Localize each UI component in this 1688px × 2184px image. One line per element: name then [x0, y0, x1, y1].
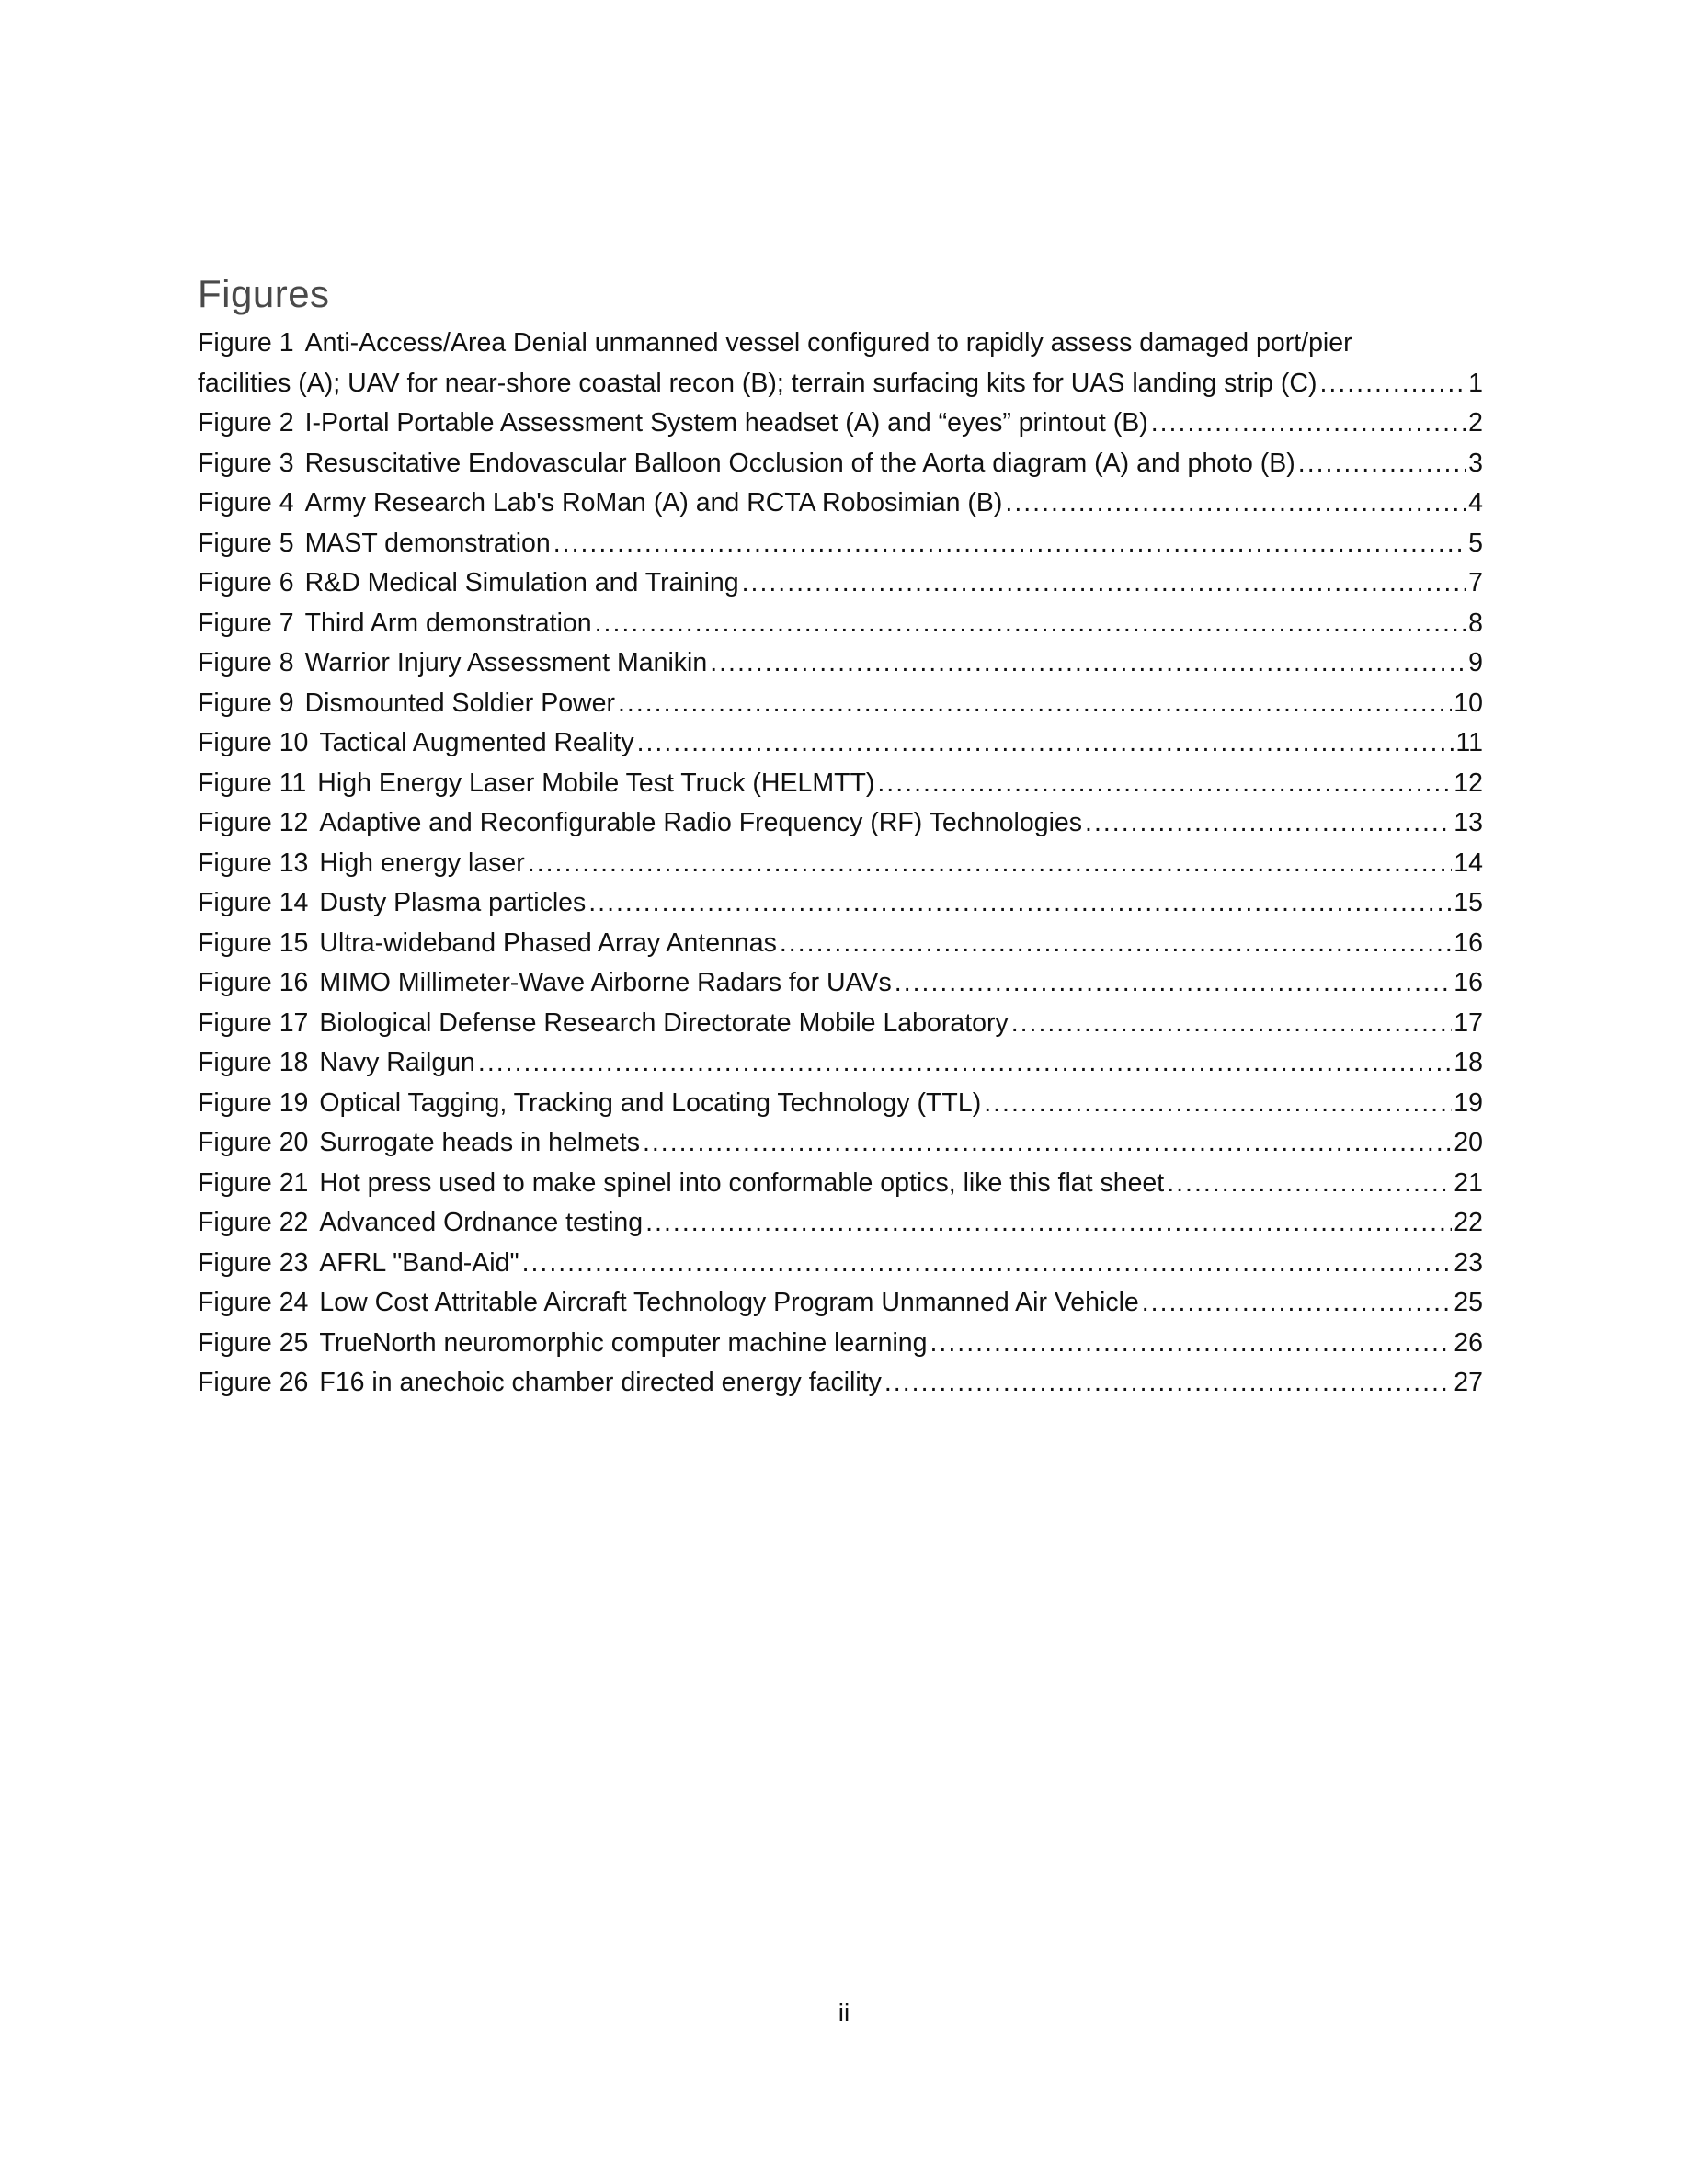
page-reference: 21	[1454, 1167, 1483, 1198]
figure-title: F16 in anechoic chamber directed energy facility	[319, 1368, 882, 1397]
figure-number: Figure 13	[198, 847, 309, 878]
toc-entry[interactable]	[198, 643, 1483, 684]
dot-leader	[930, 1324, 1453, 1364]
figure-number: Figure 18	[198, 1048, 309, 1077]
figure-number: Figure 16	[198, 968, 309, 997]
figure-number: Figure 9	[198, 688, 294, 718]
figure-title: Low Cost Attritable Aircraft Technology Program Unmanned Air Vehicle	[319, 1288, 1139, 1317]
figure-number: Figure 15	[198, 927, 309, 958]
figure-number: Figure 4	[198, 488, 294, 518]
page-reference: 26	[1454, 1327, 1483, 1358]
toc-entry[interactable]	[198, 764, 1483, 804]
toc-entry[interactable]	[198, 444, 1483, 484]
dot-leader	[1319, 364, 1466, 404]
toc-entry[interactable]	[198, 1324, 1483, 1364]
toc-entry[interactable]	[198, 803, 1483, 844]
figure-title: Army Research Lab's RoMan (A) and RCTA Robosimian (B)	[304, 488, 1003, 518]
toc-entry[interactable]	[198, 1363, 1483, 1404]
page-reference: 18	[1454, 1048, 1483, 1077]
page-reference: 23	[1454, 1247, 1483, 1278]
figure-title: facilities (A); UAV for near-shore coastal recon (B); terrain surfacing kits for UAS landing strip (C)	[198, 368, 1317, 398]
page-reference: 5	[1468, 528, 1483, 558]
toc-entry[interactable]	[198, 404, 1483, 444]
figure-title: AFRL "Band-Aid"	[319, 1247, 519, 1278]
page-reference: 22	[1454, 1208, 1483, 1237]
figure-title: Warrior Injury Assessment Manikin	[304, 648, 708, 677]
page-reference: 8	[1468, 608, 1483, 638]
dot-leader	[1151, 404, 1466, 444]
page-reference: 16	[1454, 968, 1483, 997]
page-reference: 9	[1468, 648, 1483, 677]
page-reference: 15	[1454, 888, 1483, 917]
dot-leader	[553, 524, 1466, 564]
figure-title: Tactical Augmented Reality	[319, 728, 634, 757]
dot-leader	[528, 844, 1453, 884]
figure-number: Figure 2	[198, 408, 294, 438]
figure-number: Figure 1	[198, 328, 294, 358]
toc-entry[interactable]	[198, 1004, 1483, 1044]
toc-entry[interactable]	[198, 1283, 1483, 1324]
dot-leader	[478, 1043, 1452, 1084]
figure-title: MAST demonstration	[304, 528, 551, 558]
dot-leader	[895, 963, 1453, 1004]
figure-title: Hot press used to make spinel into conformable optics, like this flat sheet	[319, 1167, 1165, 1198]
figure-number: Figure 24	[198, 1288, 309, 1317]
figure-title: MIMO Millimeter-Wave Airborne Radars for UAVs	[319, 968, 892, 997]
figure-title: Ultra-wideband Phased Array Antennas	[319, 927, 777, 958]
page-reference: 27	[1454, 1368, 1483, 1397]
toc-entry[interactable]	[198, 1244, 1483, 1284]
page-reference: 11	[1455, 728, 1483, 757]
figure-number: Figure 17	[198, 1007, 309, 1038]
toc-entry[interactable]	[198, 1164, 1483, 1204]
page-number-footer: ii	[838, 1998, 850, 2027]
dot-leader	[645, 1203, 1452, 1244]
dot-leader	[637, 723, 1454, 764]
toc-entry-figure-1-line-1[interactable]	[198, 324, 1483, 364]
page-reference: 14	[1454, 847, 1483, 878]
page-reference: 13	[1454, 808, 1483, 837]
figure-number: Figure 11	[198, 768, 307, 798]
figure-number: Figure 6	[198, 568, 294, 597]
figure-number: Figure 12	[198, 808, 309, 837]
figure-title: Anti-Access/Area Denial unmanned vessel configured to rapidly assess damaged port/pier	[304, 328, 1352, 358]
figure-title: R&D Medical Simulation and Training	[304, 568, 739, 597]
page-reference: 19	[1454, 1087, 1483, 1118]
toc-entry[interactable]	[198, 684, 1483, 724]
figure-number: Figure 20	[198, 1128, 309, 1157]
page-reference: 16	[1454, 927, 1483, 958]
figure-title: Dusty Plasma particles	[319, 888, 587, 917]
toc-entry[interactable]	[198, 1123, 1483, 1164]
figure-title: Resuscitative Endovascular Balloon Occlusion of the Aorta diagram (A) and photo (B)	[304, 448, 1295, 478]
figure-number: Figure 3	[198, 448, 294, 478]
dot-leader	[643, 1123, 1452, 1164]
dot-leader	[1298, 444, 1466, 484]
figure-title: Advanced Ordnance testing	[319, 1208, 644, 1237]
toc-entry[interactable]	[198, 844, 1483, 884]
dot-leader	[522, 1244, 1453, 1284]
figure-number: Figure 5	[198, 528, 294, 558]
dot-leader	[595, 604, 1467, 644]
figure-number: Figure 25	[198, 1327, 309, 1358]
figure-number: Figure 22	[198, 1208, 309, 1237]
page-reference: 3	[1468, 448, 1483, 478]
page-reference: 7	[1468, 568, 1483, 597]
figure-title: Surrogate heads in helmets	[319, 1128, 640, 1157]
toc-entry[interactable]	[198, 604, 1483, 644]
figure-title: Dismounted Soldier Power	[304, 688, 615, 718]
dot-leader	[1011, 1004, 1453, 1044]
dot-leader	[884, 1363, 1452, 1404]
figure-number: Figure 14	[198, 888, 309, 917]
page-reference: 17	[1454, 1007, 1483, 1038]
dot-leader	[1005, 483, 1466, 524]
page-reference: 1	[1468, 368, 1483, 398]
figure-title: Navy Railgun	[319, 1048, 475, 1077]
dot-leader	[742, 563, 1467, 604]
dot-leader	[618, 684, 1452, 724]
toc-entry[interactable]	[198, 723, 1483, 764]
toc-entry[interactable]	[198, 1043, 1483, 1084]
figure-title: Adaptive and Reconfigurable Radio Frequency (RF) Technologies	[319, 808, 1083, 837]
figure-title: Third Arm demonstration	[304, 608, 592, 638]
dot-leader	[780, 924, 1452, 964]
dot-leader	[984, 1084, 1452, 1124]
toc-entry[interactable]	[198, 1084, 1483, 1124]
page-reference: 25	[1454, 1288, 1483, 1317]
figure-number: Figure 8	[198, 648, 294, 677]
dot-leader	[588, 883, 1452, 924]
figure-title: High Energy Laser Mobile Test Truck (HELMTT)	[317, 768, 875, 798]
dot-leader	[1142, 1283, 1453, 1324]
toc-entry-figure-1-line-2[interactable]	[198, 364, 1483, 404]
page-reference: 2	[1468, 408, 1483, 438]
figure-title: Optical Tagging, Tracking and Locating Technology (TTL)	[319, 1087, 982, 1118]
figure-title: Biological Defense Research Directorate Mobile Laboratory	[319, 1007, 1009, 1038]
toc-entry[interactable]	[198, 524, 1483, 564]
toc-entry[interactable]	[198, 883, 1483, 924]
dot-leader	[877, 764, 1452, 804]
toc-entry[interactable]	[198, 1203, 1483, 1244]
figure-title: TrueNorth neuromorphic computer machine learning	[319, 1327, 928, 1358]
page-reference: 12	[1454, 768, 1483, 798]
figure-number: Figure 7	[198, 608, 294, 638]
page-reference: 10	[1454, 688, 1483, 718]
figure-number: Figure 19	[198, 1087, 309, 1118]
figure-number: Figure 10	[198, 728, 309, 757]
toc-entry[interactable]	[198, 483, 1483, 524]
figure-title: High energy laser	[319, 847, 525, 878]
figure-number: Figure 23	[198, 1247, 309, 1278]
figure-title: I-Portal Portable Assessment System headset (A) and “eyes” printout (B)	[304, 408, 1148, 438]
section-heading: Figures	[198, 272, 330, 315]
page-reference: 4	[1468, 488, 1483, 518]
toc-entry[interactable]	[198, 924, 1483, 964]
figure-number: Figure 21	[198, 1167, 309, 1198]
dot-leader	[710, 643, 1466, 684]
toc-entry[interactable]	[198, 563, 1483, 604]
list-of-figures	[198, 324, 1483, 1404]
dot-leader	[1085, 803, 1452, 844]
toc-entry[interactable]	[198, 963, 1483, 1004]
page-reference: 20	[1454, 1128, 1483, 1157]
dot-leader	[1167, 1164, 1452, 1204]
figure-number: Figure 26	[198, 1368, 309, 1397]
